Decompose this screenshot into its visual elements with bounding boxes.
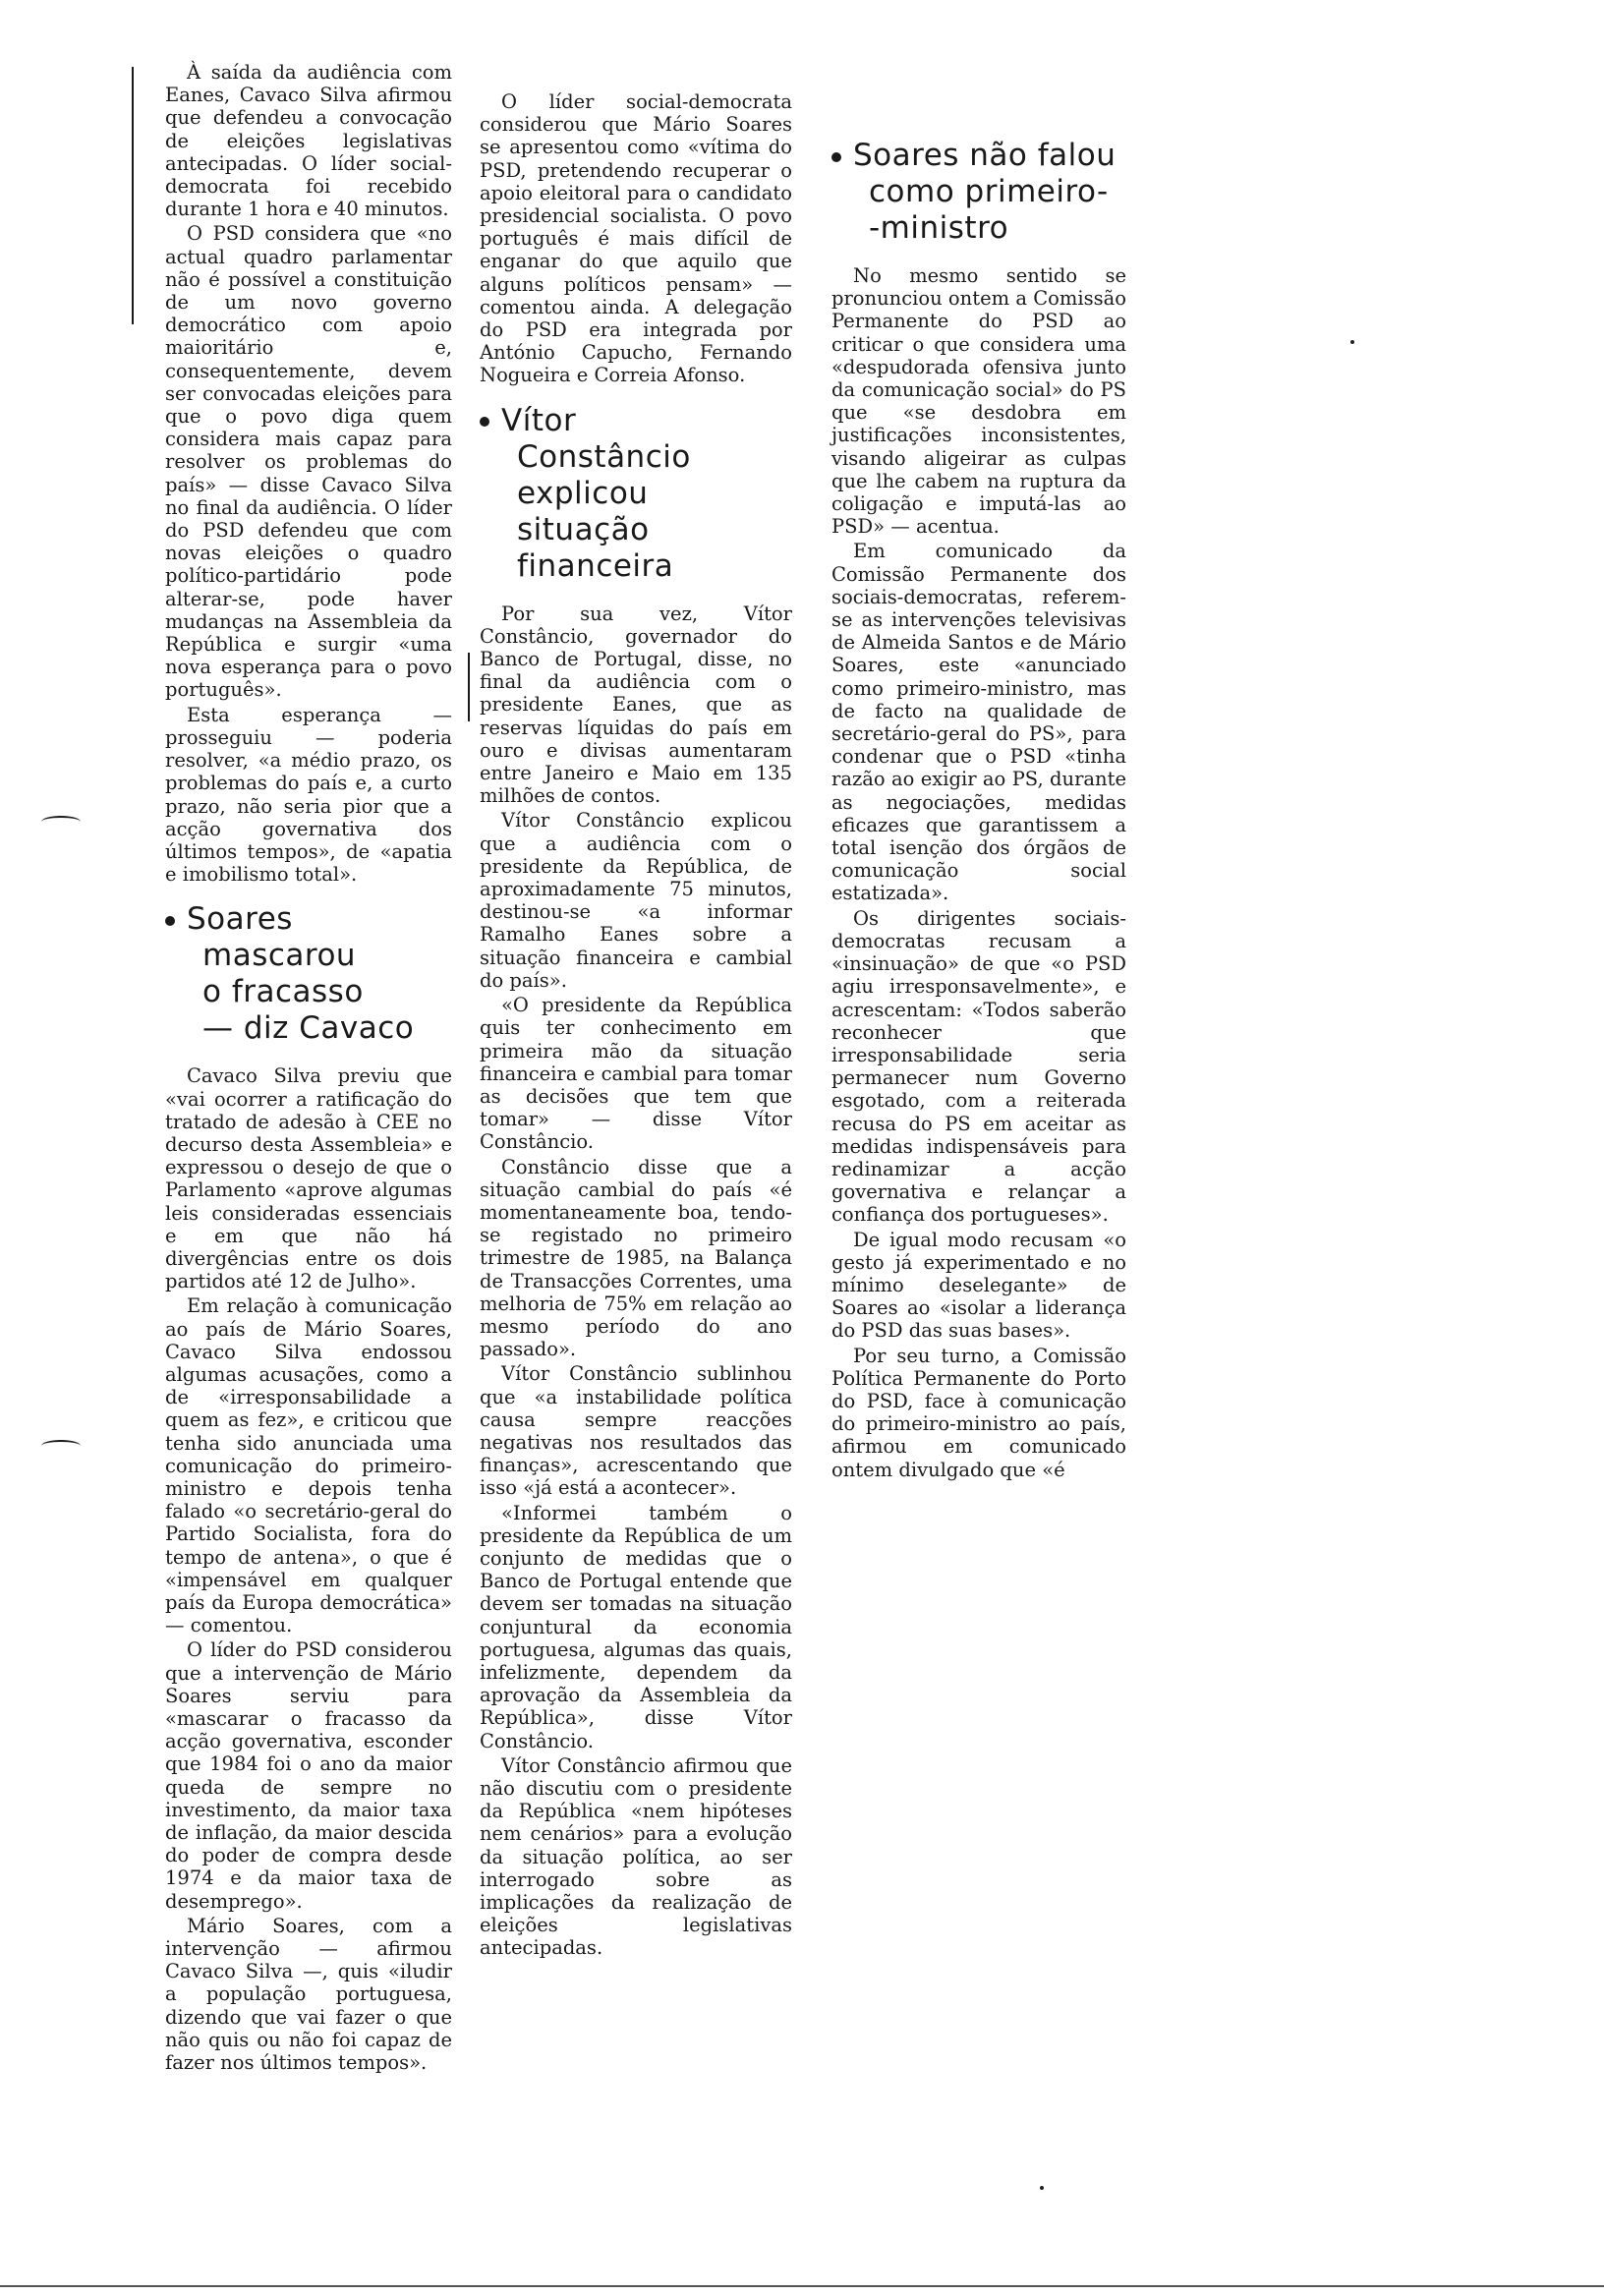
- paragraph: «Informei também o presidente da República de um conjunto de medidas que o Banco de Portugal entende que devem ser tomadas na situação conjuntural da economia portuguesa, algumas das quais, infelizmente, dependem da aprovação da Assembleia da República», disse Vítor Constâncio.: [480, 1501, 792, 1752]
- scan-mark-top: [41, 816, 81, 828]
- paragraph: Os dirigentes sociais-democratas recusam a «insinuação» de que «o PSD agiu irresponsavelmente», e acrescentam: «Todos saberão reconhecer que irresponsabilidade seria permanecer num Governo esgotado, com a reiterada recusa do PS em aceitar as medidas indispensáveis para redinamizar a acção governativa e relançar a confiança dos portugueses».: [831, 906, 1126, 1227]
- bullet-icon: [165, 916, 175, 926]
- section-heading: Soares mascarou o fracasso — diz Cavaco: [165, 901, 452, 1047]
- paragraph: Em comunicado da Comissão Permanente dos sociais-democratas, referem-se as intervenções televisivas de Almeida Santos e de Mário Soares, este «anunciado como primeiro-ministro, mas de facto na qualidade de secretário-geral do PS», para condenar que o PSD «tinha razão ao exigir ao PS, durante as negociações, medidas eficazes que garantissem a total isenção dos órgãos de comunicação social estatizada».: [831, 540, 1126, 905]
- article-column-3: [831, 126, 1126, 1483]
- bullet-icon: [480, 417, 489, 427]
- paragraph: Constâncio disse que a situação cambial do país «é momentaneamente boa, tendo-se registado no primeiro trimestre de 1985, na Balança de Transacções Correntes, uma melhoria de 75% em relação ao mesmo período do ano passado».: [480, 1155, 792, 1361]
- paragraph: Vítor Constâncio explicou que a audiência com o presidente da República, de aproximadamente 75 minutos, destinou-se «a informar Ramalho Eanes sobre a situação financeira e cambial do país».: [480, 809, 792, 992]
- bullet-icon: [831, 152, 841, 162]
- paragraph: «O presidente da República quis ter conhecimento em primeira mão da situação financeira e cambial para tomar as decisões que tem que tomar» — disse Vítor Constâncio.: [480, 994, 792, 1154]
- scan-dot: [1040, 2186, 1044, 2190]
- column-divider-rule: [468, 653, 470, 721]
- paragraph: Esta esperança — prosseguiu — poderia resolver, «a médio prazo, os problemas do país e, a curto prazo, não seria pior que a acção governativa dos últimos tempos», de «apatia e imobilismo total».: [165, 703, 452, 887]
- article-column-1: [165, 61, 452, 2076]
- left-margin-rule: [132, 67, 134, 324]
- paragraph: O PSD considera que «no actual quadro parlamentar não é possível a constituição de um novo governo democrático com apoio maioritário e, consequentemente, devem ser convocadas eleições para que o povo diga quem considera mais capaz para resolver os problemas do país» — disse Cavaco Silva no final da audiência. O líder do PSD defendeu que com novas eleições o quadro político-partidário pode alterar-se, pode haver mudanças na Assembleia da República e surgir «uma nova esperança para o povo português».: [165, 222, 452, 702]
- paragraph: Vítor Constâncio sublinhou que «a instabilidade política causa sempre reacções negativas nos resultados das finanças», acrescentando que isso «já está a acontecer».: [480, 1362, 792, 1500]
- paragraph: De igual modo recusam «o gesto já experimentado e no mínimo deselegante» de Soares ao «isolar a liderança do PSD das suas bases».: [831, 1228, 1126, 1343]
- paragraph: O líder social-democrata considerou que Mário Soares se apresentou como «vítima do PSD, pretendendo recuperar o apoio eleitoral para o candidato presidencial socialista. O povo português é mais difícil de enganar do que aquilo que alguns políticos pensam» — comentou ainda. A delegação do PSD era integrada por António Capucho, Fernando Nogueira e Correia Afonso.: [480, 90, 792, 387]
- article-column-2: [480, 90, 792, 1962]
- paragraph: No mesmo sentido se pronunciou ontem a Comissão Permanente do PSD ao criticar o que considera uma «despudorada ofensiva junto da comunicação social» do PS que «se desdobra em justificações inconsistentes, visando aligeirar as culpas que lhe cabem na ruptura da coligação e imputá-las ao PSD» — acentua.: [831, 264, 1126, 539]
- scan-dot: [1350, 340, 1354, 344]
- section-heading: Soares não falou como primeiro- -ministro: [831, 138, 1126, 247]
- paragraph: Mário Soares, com a intervenção — afirmou Cavaco Silva —, quis «iludir a população portuguesa, dizendo que vai fazer o que não quis ou não foi capaz de fazer nos últimos tempos».: [165, 1914, 452, 2075]
- bottom-edge-rule: [0, 2285, 1604, 2287]
- paragraph: Em relação à comunicação ao país de Mário Soares, Cavaco Silva endossou algumas acusações, como a de «irresponsabilidade a quem as fez», e criticou que tenha sido anunciada uma comunicação do primeiro-ministro e depois tenha falado «o secretário-geral do Partido Socialista, fora do tempo de antena», o que é «impensável em qualquer país da Europa democrática» — comentou.: [165, 1294, 452, 1637]
- scan-mark-bottom: [41, 1440, 81, 1452]
- section-heading: Vítor Constâncio explicou situação financeira: [480, 403, 792, 585]
- paragraph: O líder do PSD considerou que a intervenção de Mário Soares serviu para «mascarar o fracasso da acção governativa, esconder que 1984 foi o ano da maior queda de sempre no investimento, da maior taxa de inflação, da maior descida do poder de compra desde 1974 e da maior taxa de desemprego».: [165, 1638, 452, 1913]
- paragraph: Por seu turno, a Comissão Política Permanente do Porto do PSD, face à comunicação do primeiro-ministro ao país, afirmou em comunicado ontem divulgado que «é: [831, 1344, 1126, 1481]
- paragraph: À saída da audiência com Eanes, Cavaco Silva afirmou que defendeu a convocação de eleições legislativas antecipadas. O líder social-democrata foi recebido durante 1 hora e 40 minutos.: [165, 61, 452, 221]
- paragraph: Cavaco Silva previu que «vai ocorrer a ratificação do tratado de adesão à CEE no decurso desta Assembleia» e expressou o desejo de que o Parlamento «aprove algumas leis consideradas essenciais e em que não há divergências entre os dois partidos até 12 de Julho».: [165, 1064, 452, 1293]
- paragraph: Por sua vez, Vítor Constâncio, governador do Banco de Portugal, disse, no final da audiência com o presidente Eanes, que as reservas líquidas do país em ouro e divisas aumentaram entre Janeiro e Maio em 135 milhões de contos.: [480, 602, 792, 808]
- paragraph: Vítor Constâncio afirmou que não discutiu com o presidente da República «nem hipóteses nem cenários» para a evolução da situação política, ao ser interrogado sobre as implicações da realização de eleições legislativas antecipadas.: [480, 1753, 792, 1960]
